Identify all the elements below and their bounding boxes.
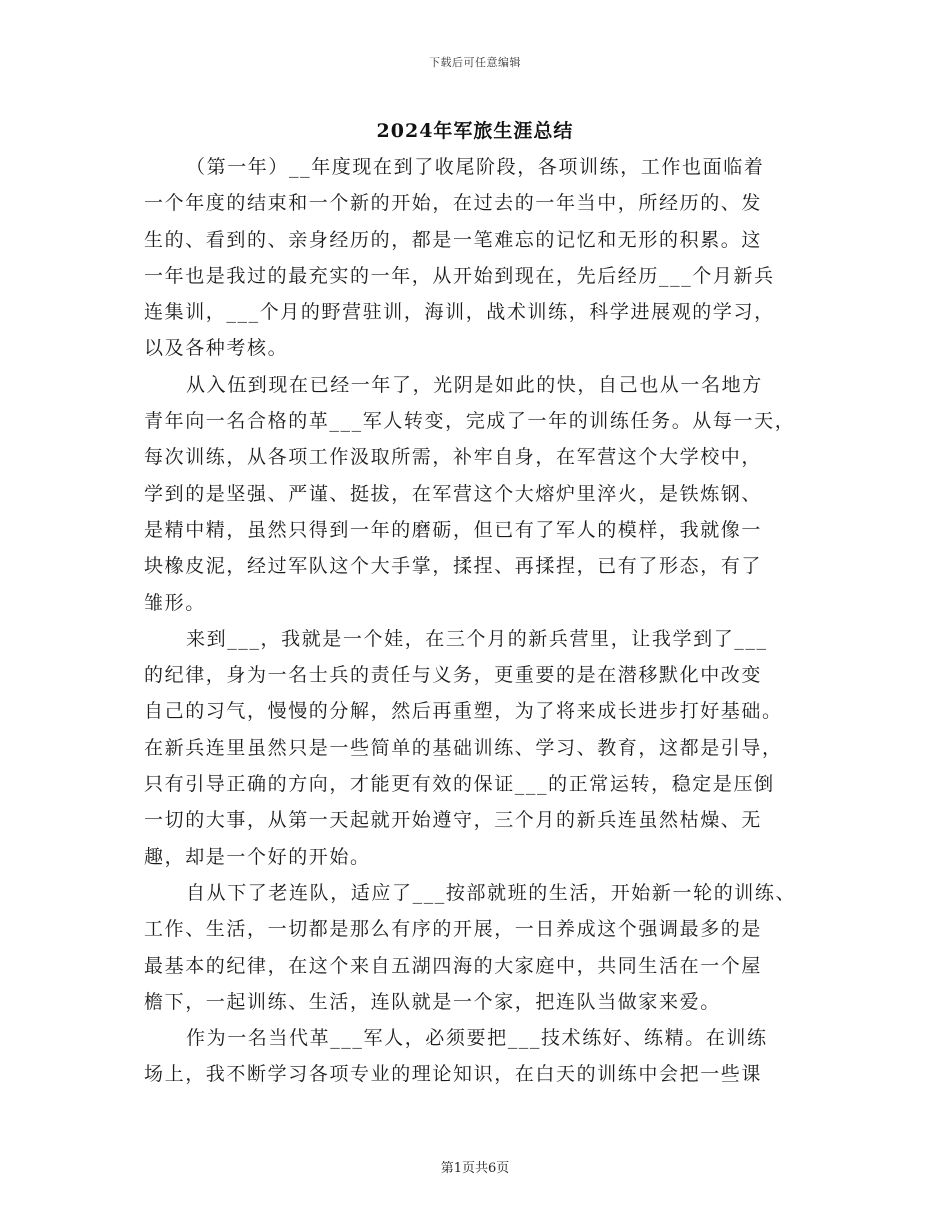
text-line: 自从下了老连队，适应了___按部就班的生活，开始新一轮的训练、 (186, 881, 797, 904)
text-line: 只有引导正确的方向，才能更有效的保证___的正常运转，稳定是压倒 (144, 773, 775, 796)
text-line: 每次训练，从各项工作汲取所需，补牢自身，在军营这个大学校中， (144, 446, 763, 469)
text-line: 生的、看到的、亲身经历的，都是一笔难忘的记忆和无形的积累。这 (144, 228, 763, 251)
document-body (144, 149, 824, 1093)
text-line: 作为一名当代革___军人，必须要把___技术练好、练精。在训练 (186, 1027, 768, 1050)
text-line: 学到的是坚强、严谨、挺拔，在军营这个大熔炉里淬火，是铁炼钢、 (144, 482, 763, 505)
text-line: 连集训，___个月的野营驻训，海训，战术训练，科学进展观的学习， (144, 301, 775, 324)
document-title: 2024年军旅生涯总结 (376, 120, 574, 142)
text-line: 在新兵连里虽然只是一些简单的基础训练、学习、教育，这都是引导， (144, 736, 783, 759)
paragraph-5 (144, 1020, 824, 1093)
paragraph-2 (144, 367, 824, 621)
text-line: 块橡皮泥，经过军队这个大手掌，揉捏、再揉捏，已有了形态，有了 (144, 555, 763, 578)
text-line: 最基本的纪律，在这个来自五湖四海的大家庭中，共同生活在一个屋 (144, 954, 763, 977)
text-line: 雏形。 (144, 591, 206, 614)
text-line: 工作、生活，一切都是那么有序的开展，一日养成这个强调最多的是 (144, 918, 763, 941)
text-line: 自己的习气，慢慢的分解，然后再重塑，为了将来成长进步打好基础。 (144, 700, 783, 723)
text-line: 来到___，我就是一个娃，在三个月的新兵营里，让我学到了___ (186, 627, 768, 650)
text-line: 一年也是我过的最充实的一年，从开始到现在，先后经历___个月新兵 (144, 264, 775, 287)
text-line: 一个年度的结束和一个新的开始，在过去的一年当中，所经历的、发 (144, 192, 763, 215)
paragraph-1 (144, 149, 824, 367)
paragraph-4 (144, 875, 824, 1020)
text-line: 的纪律，身为一名士兵的责任与义务，更重要的是在潜移默化中改变 (144, 664, 763, 687)
text-line: 趣，却是一个好的开始。 (144, 845, 371, 868)
text-line: 从入伍到现在已经一年了，光阴是如此的快，自己也从一名地方 (186, 373, 763, 396)
text-line: 是精中精，虽然只得到一年的磨砺，但已有了军人的模样，我就像一 (144, 518, 763, 541)
text-line: 以及各种考核。 (144, 337, 289, 360)
paragraph-3 (144, 621, 824, 875)
header-note: 下载后可任意编辑 (429, 56, 521, 69)
text-line: 一切的大事，从第一天起就开始遵守，三个月的新兵连虽然枯燥、无 (144, 809, 763, 832)
text-line: （第一年）__年度现在到了收尾阶段，各项训练，工作也面临着 (186, 156, 765, 178)
text-line: 青年向一名合格的革___军人转变，完成了一年的训练任务。从每一天， (144, 410, 796, 433)
text-line: 场上，我不断学习各项专业的理论知识，在白天的训练中会把一些课 (144, 1063, 763, 1086)
page-number: 第1页共6页 (440, 1161, 510, 1176)
text-line: 檐下，一起训练、生活，连队就是一个家，把连队当做家来爱。 (144, 990, 721, 1013)
